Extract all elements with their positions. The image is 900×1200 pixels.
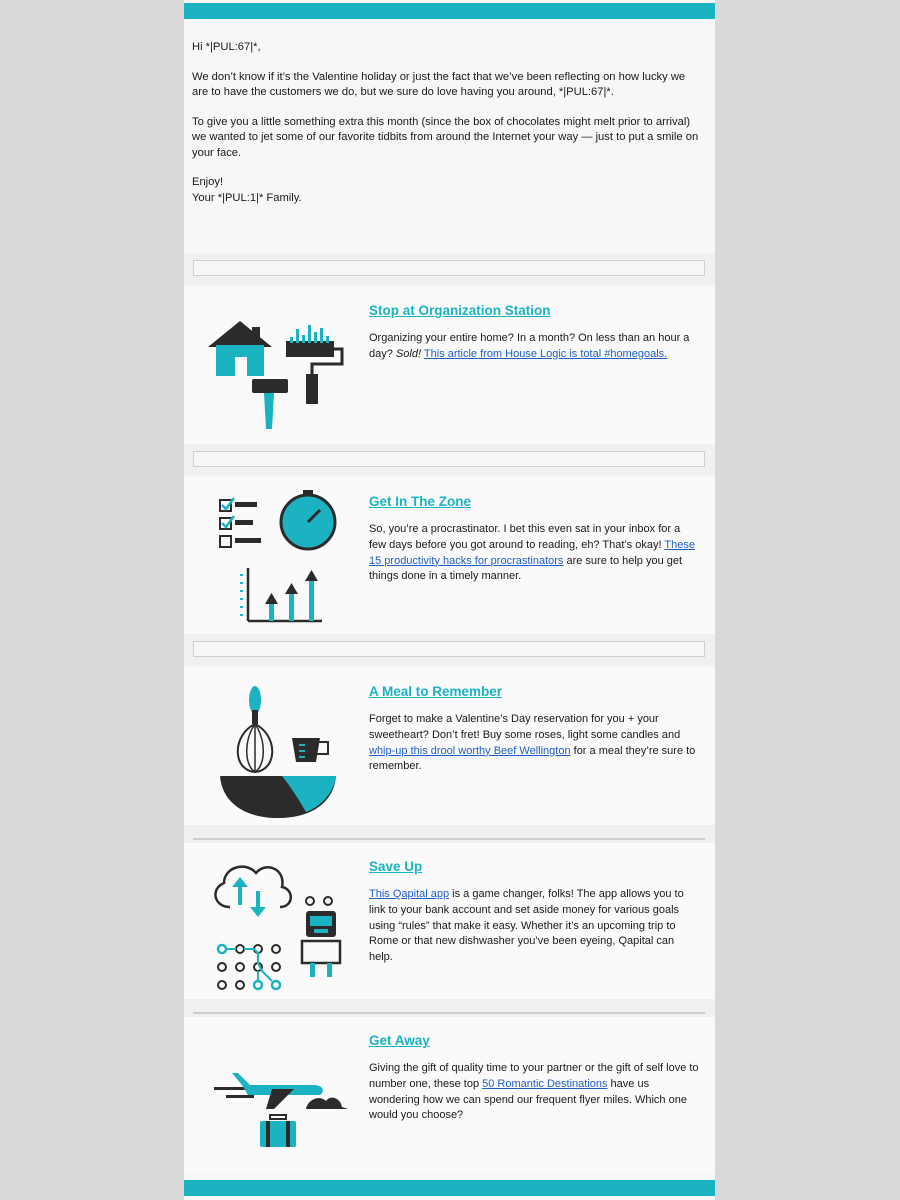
- intro-paragraph-1: We don’t know if it’s the Valentine holiday or just the fact that we’ve been reflecting on how lucky we are to have the customers we do, but we sure do love having you around, *|PUL:67|*.: [192, 70, 686, 98]
- section-text-after: is a game changer, folks! The app allows you to link to your bank account and set aside money for various goals using “rules” that make it easy. Whether it’s an upcoming trip to Rome or that new dishwasher you’ve been eyeing, Qapital can help.: [369, 888, 684, 964]
- section-text-after: for a meal they’re sure to remember.: [369, 744, 696, 773]
- section-text: So, you’re a procrastinator. I bet this even sat in your inbox for a few days before you got around to reading, eh? That’s okay!: [369, 523, 681, 551]
- article-link[interactable]: 50 Romantic Destinations: [482, 1077, 608, 1090]
- section-body: [369, 887, 699, 966]
- section-title[interactable]: A Meal to Remember: [369, 684, 503, 699]
- section-title[interactable]: Get In The Zone: [369, 494, 472, 509]
- section-organization: [184, 287, 715, 444]
- section-text: Giving the gift of quality time to your partner or the gift of self love to number one, these top: [369, 1062, 699, 1090]
- home-tools-icon: [202, 299, 352, 439]
- productivity-stopwatch-icon: [202, 490, 352, 630]
- article-link[interactable]: This article from House Logic is total #homegoals.: [423, 347, 668, 360]
- section-divider: [184, 444, 715, 476]
- article-link[interactable]: This Qapital app: [369, 888, 450, 900]
- section-text: Forget to make a Valentine’s Day reservation for you + your sweetheart? Don’t fret! Buy some roses, light some candles and: [369, 713, 681, 741]
- section-save: [184, 843, 715, 999]
- intro-block: [192, 40, 702, 206]
- section-body: [369, 712, 699, 775]
- cloud-robot-icon: [202, 855, 352, 995]
- section-zone: [184, 478, 715, 634]
- article-link[interactable]: These 15 productivity hacks for procrastinators: [369, 538, 695, 567]
- greeting: Hi *|PUL:67|*,: [192, 41, 261, 53]
- header-accent-bar: [184, 3, 715, 19]
- section-divider: [184, 253, 715, 285]
- section-body: [369, 522, 699, 585]
- article-link[interactable]: whip-up this drool worthy Beef Wellington: [369, 744, 571, 757]
- sign-off-enjoy: Enjoy!: [192, 176, 224, 188]
- section-getaway: [184, 1017, 715, 1172]
- section-text-after: have us wondering how we can spend our frequent flyer miles. Which one would you choose?: [369, 1077, 687, 1122]
- footer-accent-bar: [184, 1180, 715, 1196]
- section-text-after: are sure to help you get things done in a timely manner.: [369, 554, 683, 583]
- airplane-luggage-icon: [202, 1029, 352, 1169]
- section-text: Organizing your entire home? In a month? On less than an hour a day?: [369, 332, 690, 360]
- section-emphasis: Sold!: [395, 347, 421, 360]
- section-title[interactable]: Save Up: [369, 859, 423, 874]
- section-title[interactable]: Get Away: [369, 1033, 430, 1048]
- section-title[interactable]: Stop at Organization Station: [369, 303, 551, 318]
- section-divider: [184, 634, 715, 666]
- whisk-bowl-icon: [202, 680, 352, 820]
- section-body: [369, 331, 699, 363]
- sign-off-family: Your *|PUL:1|* Family.: [192, 191, 302, 204]
- section-body: [369, 1061, 699, 1124]
- intro-paragraph-2: To give you a little something extra this month (since the box of chocolates might melt prior to arrival) we wanted to jet some of our favorite tidbits from around the Internet your way — just to put a smile on your face.: [192, 115, 699, 159]
- email-body: [184, 0, 715, 1200]
- section-meal: [184, 668, 715, 825]
